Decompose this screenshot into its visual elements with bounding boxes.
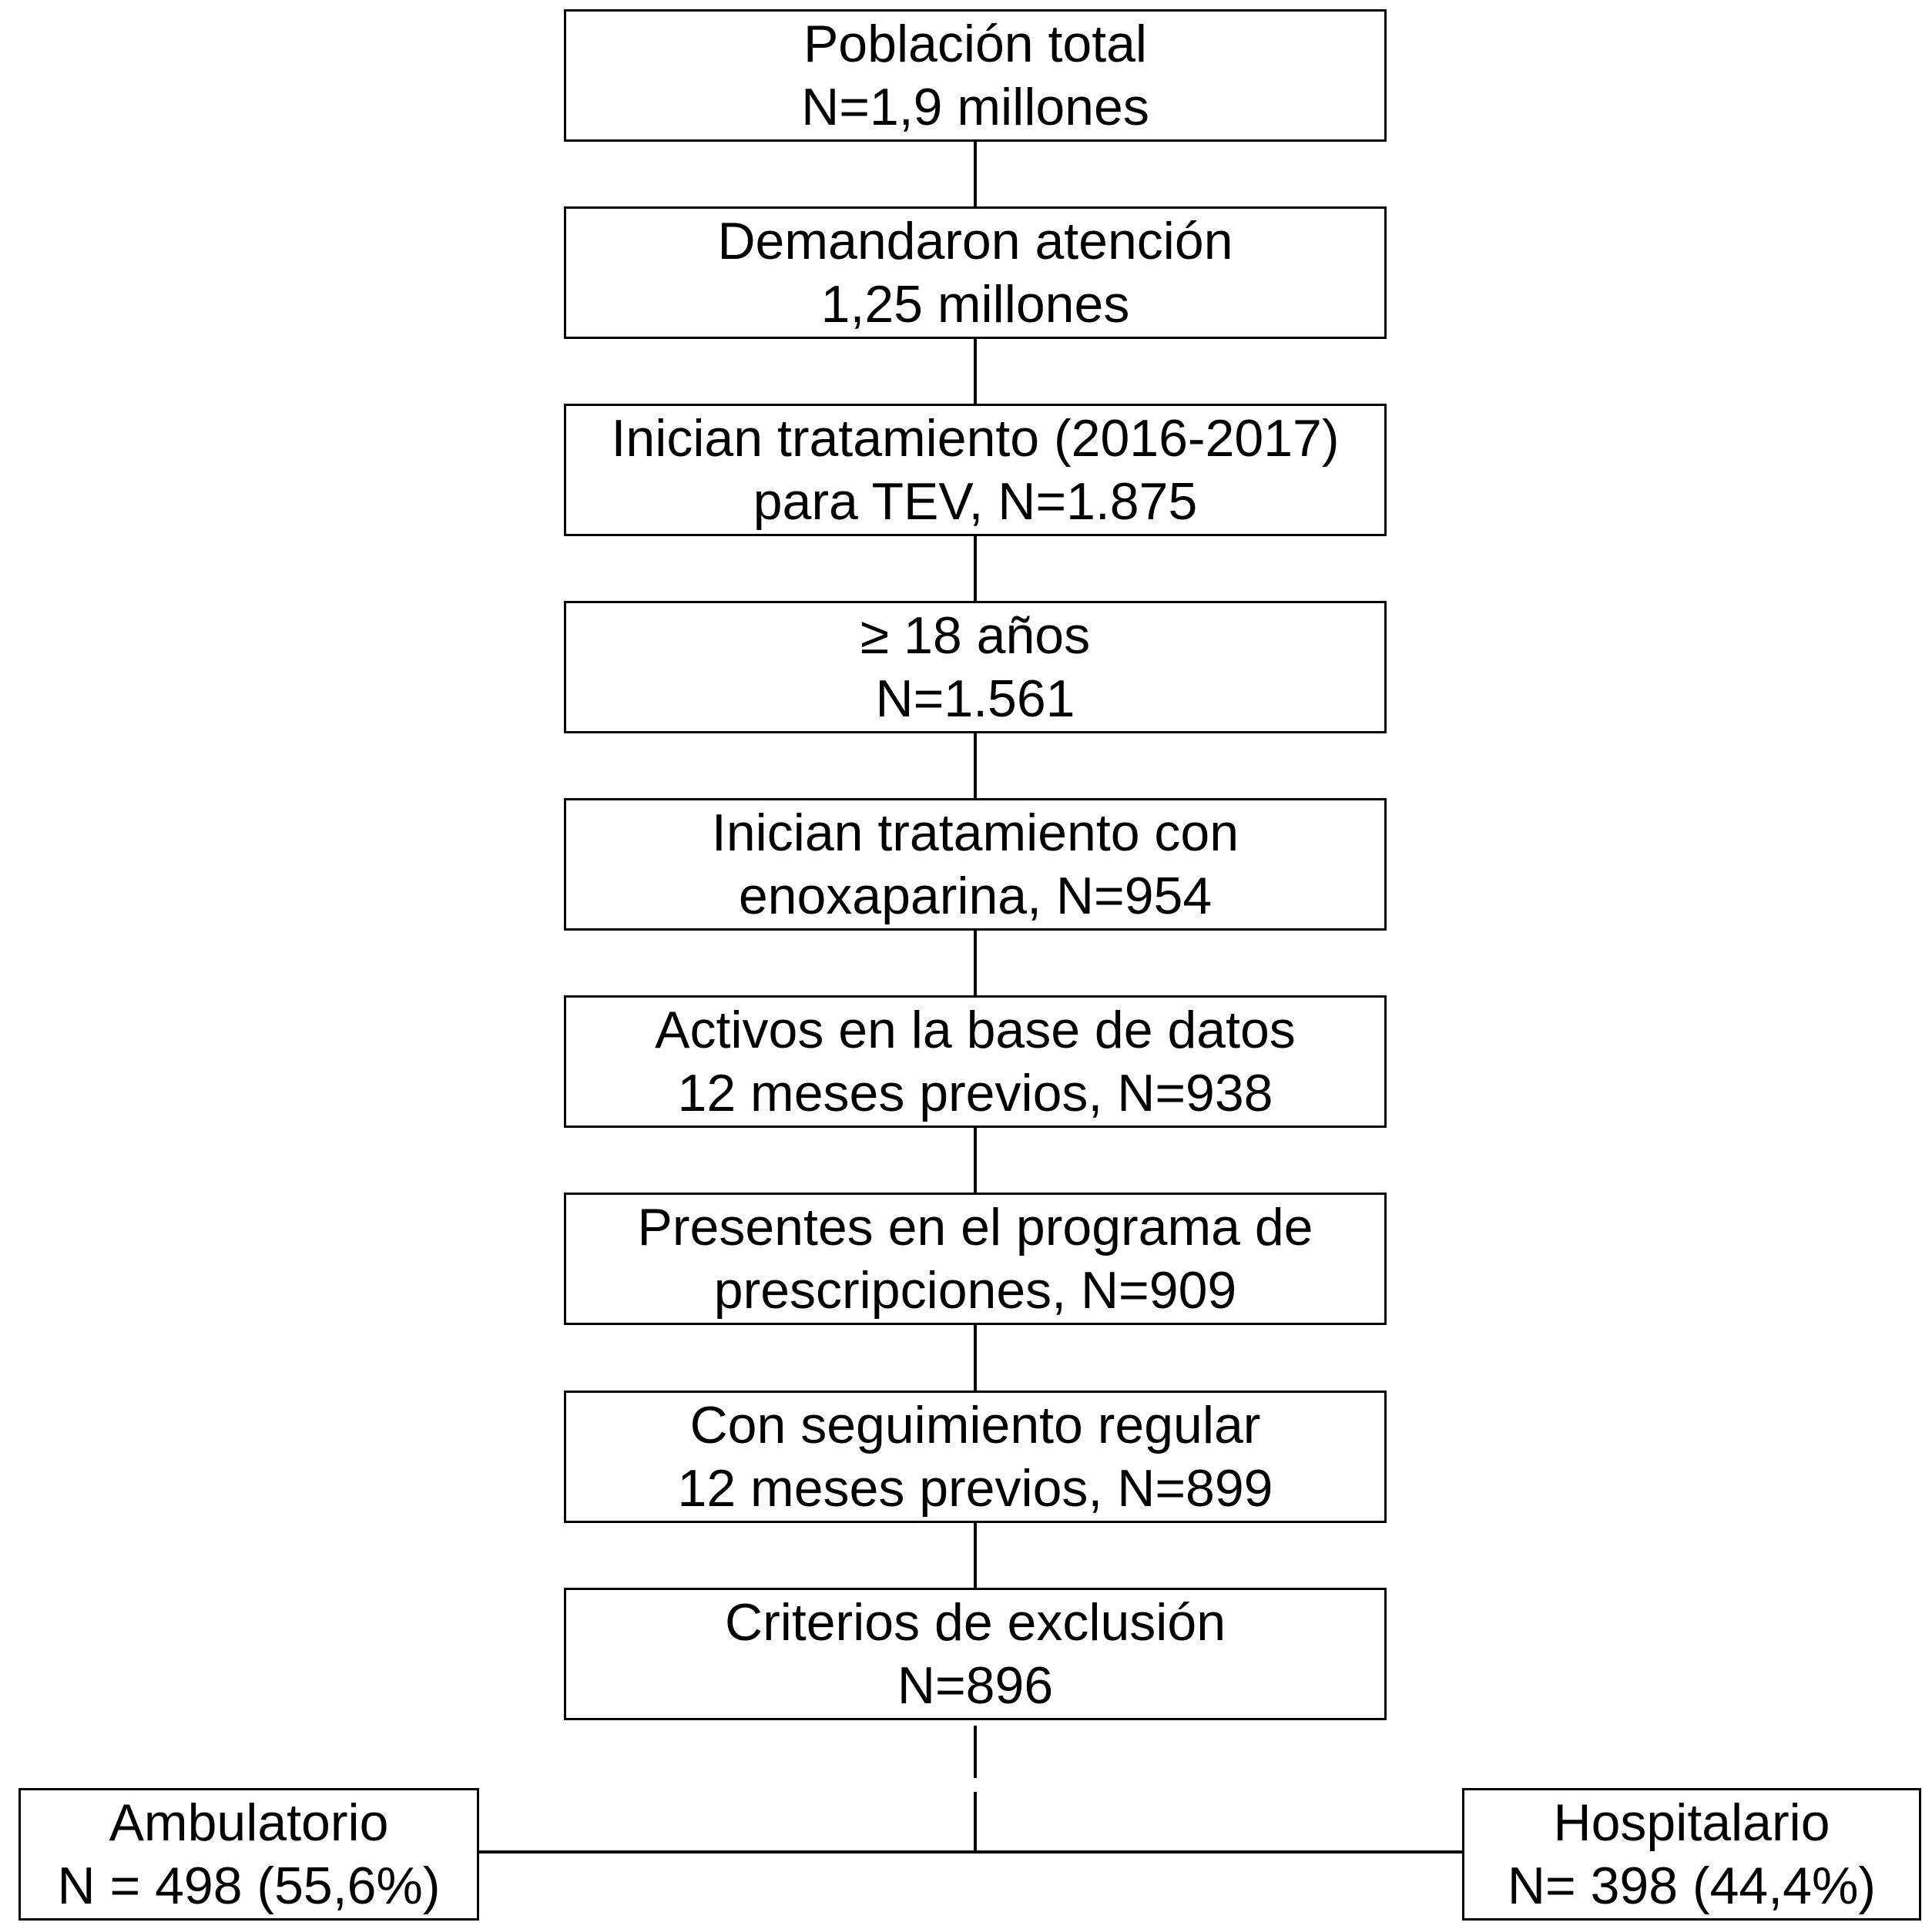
step-count: enoxaparina, N=954 <box>738 867 1213 925</box>
step-count: 12 meses previos, N=938 <box>677 1064 1273 1122</box>
connector-line <box>974 733 977 798</box>
step-count: 12 meses previos, N=899 <box>677 1459 1273 1518</box>
step-label: Activos en la base de datos <box>655 1001 1296 1059</box>
split-connector-upper <box>974 1726 977 1778</box>
connector-line <box>974 142 977 206</box>
connector-line <box>974 931 977 995</box>
step-box-enoxaparin <box>564 798 1387 931</box>
step-box-adults <box>564 601 1387 733</box>
step-label: Inician tratamiento con <box>711 803 1239 862</box>
branch-label: Hospitalario <box>1553 1793 1830 1852</box>
step-count: 1,25 millones <box>820 275 1130 334</box>
step-box-total-population <box>564 9 1387 142</box>
connector-line <box>974 536 977 601</box>
step-label: Presentes en el programa de <box>637 1198 1313 1256</box>
connector-line <box>974 1325 977 1391</box>
step-count: prescripciones, N=909 <box>713 1261 1237 1320</box>
step-count: N=1,9 millones <box>801 78 1149 136</box>
step-count: para TEV, N=1.875 <box>753 472 1198 531</box>
branch-line <box>476 1850 1465 1854</box>
connector-line <box>974 339 977 404</box>
step-label: ≥ 18 años <box>860 606 1091 665</box>
step-label: Con seguimiento regular <box>689 1396 1261 1454</box>
step-box-prescription-program <box>564 1193 1387 1325</box>
connector-line <box>974 1128 977 1193</box>
branch-box-hospital <box>1462 1788 1921 1921</box>
branch-count: N = 498 (55,6%) <box>57 1857 441 1915</box>
step-label: Inician tratamiento (2016-2017) <box>611 409 1340 468</box>
split-connector-lower <box>974 1792 977 1852</box>
branch-label: Ambulatorio <box>109 1793 389 1852</box>
branch-count: N= 398 (44,4%) <box>1507 1857 1877 1915</box>
step-label: Población total <box>803 15 1148 73</box>
step-count: N=1.561 <box>875 669 1075 728</box>
step-count: N=896 <box>897 1656 1054 1715</box>
step-box-sought-care <box>564 206 1387 339</box>
connector-line <box>974 1523 977 1588</box>
step-box-exclusion-criteria <box>564 1588 1387 1720</box>
step-box-active-database <box>564 995 1387 1128</box>
branch-box-ambulatory <box>18 1788 479 1921</box>
step-label: Criterios de exclusión <box>724 1593 1226 1652</box>
step-box-start-treatment-tev <box>564 404 1387 536</box>
step-label: Demandaron atención <box>717 212 1233 270</box>
step-box-regular-followup <box>564 1391 1387 1523</box>
